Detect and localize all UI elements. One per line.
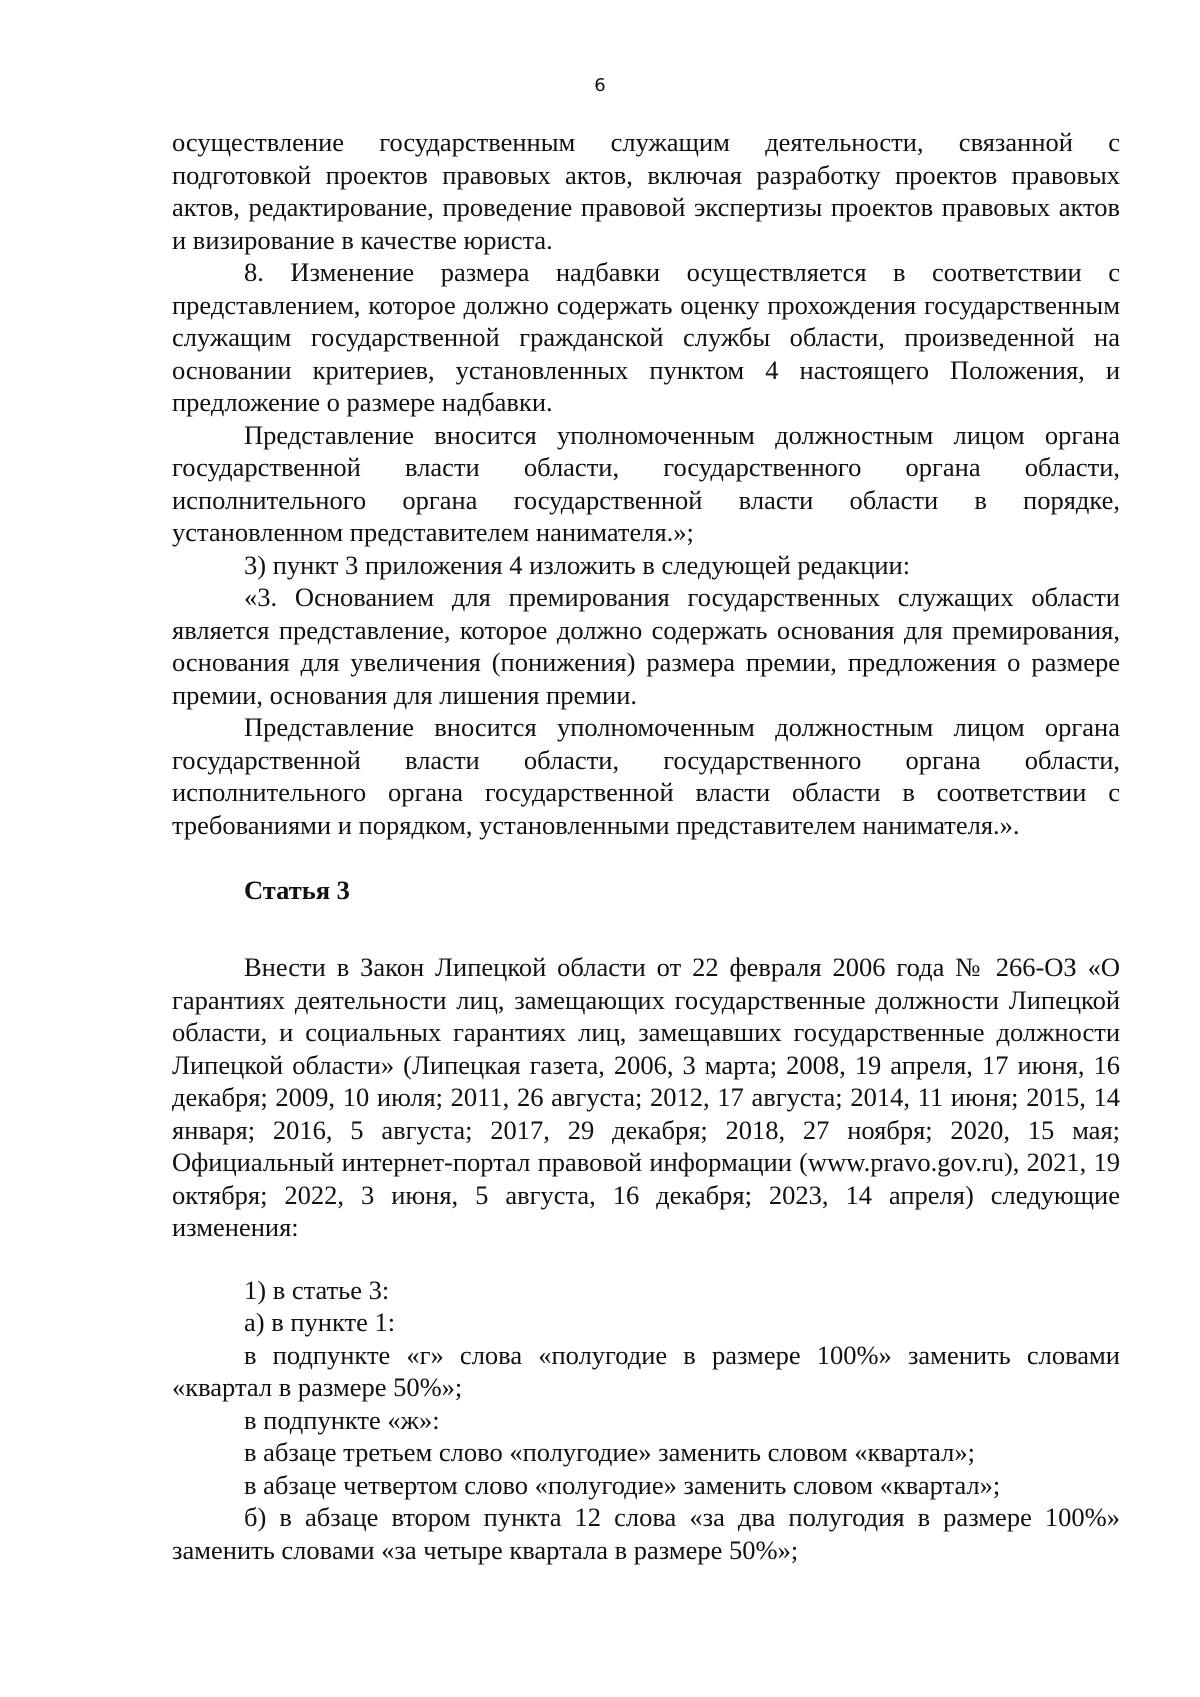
list-item: 1) в статье 3: bbox=[244, 1274, 390, 1305]
spacer bbox=[172, 907, 1120, 951]
paragraph-bonus-basis: «3. Основанием для премирования государственных служащих области является представление, которое должно содержать основания для премирования, основания для увеличения (понижения) размера премии, предложения о размере премии, основания для лишения премии. bbox=[172, 582, 1120, 710]
page-number: 6 bbox=[594, 75, 606, 96]
list-item: б) в абзаце втором пункта 12 слова «за два полугодия в размере 100%» заменить словами «за четыре квартала в размере 50%»; bbox=[172, 1502, 1120, 1565]
document-body bbox=[172, 126, 1120, 1566]
article-heading: Статья 3 bbox=[244, 875, 350, 905]
list-item: в абзаце третьем слово «полугодие» заменить словом «квартал»; bbox=[244, 1437, 975, 1467]
paragraph-submission-requirements: Представление вносится уполномоченным должностным лицом органа государственной власти области, государственного органа области, исполнительного органа государственной власти области в соответствии с требованиями и порядком, установленными представителем нанимателя.». bbox=[172, 712, 1120, 840]
paragraph-item-3-appendix: 3) пункт 3 приложения 4 изложить в следующей редакции: bbox=[244, 549, 911, 580]
list-item: в подпункте «ж»: bbox=[244, 1404, 440, 1435]
list-item: а) в пункте 1: bbox=[244, 1307, 396, 1337]
paragraph-item-8: 8. Изменение размера надбавки осуществляется в соответствии с представлением, которое должно содержать оценку прохождения государственным служащим государственной гражданской службы области, произведенной на основании критериев, установленных пунктом 4 настоящего Положения, и предложение о размере надбавки. bbox=[172, 257, 1120, 417]
list-item: в подпункте «г» слова «полугодие в размере 100%» заменить словами «квартал в размере 50%»; bbox=[172, 1339, 1120, 1402]
paragraph-continuation: осуществление государственным служащим деятельности, связанной с подготовкой проектов правовых актов, включая разработку проектов правовых актов, редактирование, проведение правовой экспертизы проектов правовых актов и визирование в качестве юриста. bbox=[172, 127, 1120, 255]
list-item: в абзаце четвертом слово «полугодие» заменить словом «квартал»; bbox=[244, 1469, 1001, 1500]
article-intro: Внести в Закон Липецкой области от 22 февраля 2006 года № 266-ОЗ «О гарантиях деятельности лиц, замещающих государственные должности Липецкой области, и социальных гарантиях лиц, замещавших государственные должности Липецкой области» (Липецкая газета, 2006, 3 марта; 2008, 19 апреля, 17 июня, 16 декабря; 2009, 10 июля; 2011, 26 августа; 2012, 17 августа; 2014, 11 июня; 2015, 14 января; 2016, 5 августа; 2017, 29 декабря; 2018, 27 ноября; 2020, 15 мая; Официальный интернет-портал правовой информации (www.pravo.gov.ru), 2021, 19 октября; 2022, 3 июня, 5 августа, 16 декабря; 2023, 14 апреля) следующие изменения: bbox=[172, 952, 1120, 1242]
paragraph-submission: Представление вносится уполномоченным должностным лицом органа государственной власти области, государственного органа области, исполнительного органа государственной власти области в порядке, установленном представителем нанимателя.»; bbox=[172, 419, 1120, 547]
spacer bbox=[172, 1244, 1120, 1274]
